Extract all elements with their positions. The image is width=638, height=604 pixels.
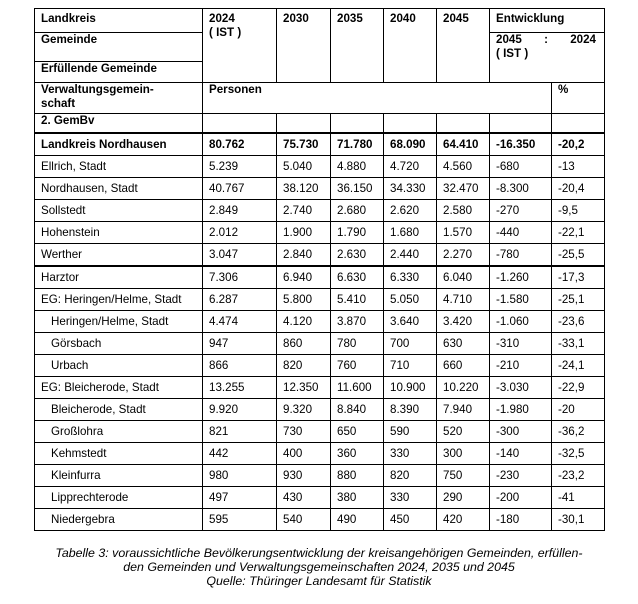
row-value-pct: -30,1 — [552, 509, 605, 531]
row-value-diff: -230 — [490, 465, 552, 487]
row-value-v2024: 4.474 — [203, 311, 277, 333]
row-value-v2040: 700 — [384, 333, 437, 355]
row-value-v2035: 650 — [331, 421, 384, 443]
row-value-v2040: 2.620 — [384, 200, 437, 222]
row-value-diff: -210 — [490, 355, 552, 377]
row-name: Nordhausen, Stadt — [35, 178, 203, 200]
row-value-v2035: 880 — [331, 465, 384, 487]
row-value-pct: -13 — [552, 156, 605, 178]
row-value-v2040: 6.330 — [384, 266, 437, 289]
table-row — [35, 200, 605, 222]
row-value-v2040: 10.900 — [384, 377, 437, 399]
row-value-pct: -23,6 — [552, 311, 605, 333]
row-value-diff: -270 — [490, 200, 552, 222]
row-value-diff: -300 — [490, 421, 552, 443]
header-2045: 2045 — [437, 9, 490, 83]
row-value-v2035: 71.780 — [331, 133, 384, 156]
row-value-v2040: 34.330 — [384, 178, 437, 200]
row-value-v2035: 36.150 — [331, 178, 384, 200]
row-value-pct: -36,2 — [552, 421, 605, 443]
row-name: EG: Heringen/Helme, Stadt — [35, 289, 203, 311]
row-value-diff: -310 — [490, 333, 552, 355]
row-value-diff: -1.060 — [490, 311, 552, 333]
row-value-v2040: 590 — [384, 421, 437, 443]
row-value-pct: -41 — [552, 487, 605, 509]
row-value-v2045: 750 — [437, 465, 490, 487]
row-value-v2035: 2.630 — [331, 244, 384, 267]
row-value-v2045: 520 — [437, 421, 490, 443]
header-personen: Personen — [203, 83, 552, 114]
row-value-v2040: 1.680 — [384, 222, 437, 244]
table-row — [35, 443, 605, 465]
table-row — [35, 421, 605, 443]
caption-line1: Tabelle 3: voraussichtliche Bevölkerungsentwicklung der kreisangehörigen Gemeinden, erfüllen- — [55, 546, 583, 560]
table-row — [35, 487, 605, 509]
row-value-v2035: 760 — [331, 355, 384, 377]
table-row — [35, 222, 605, 244]
row-value-v2045: 630 — [437, 333, 490, 355]
row-value-v2030: 400 — [277, 443, 331, 465]
header-gembv: 2. GemBv — [35, 114, 203, 134]
header-2030: 2030 — [277, 9, 331, 83]
row-value-pct: -24,1 — [552, 355, 605, 377]
row-name: EG: Bleicherode, Stadt — [35, 377, 203, 399]
row-value-v2035: 6.630 — [331, 266, 384, 289]
row-value-diff: -440 — [490, 222, 552, 244]
row-name: Görsbach — [35, 333, 203, 355]
row-value-v2024: 866 — [203, 355, 277, 377]
row-value-v2030: 860 — [277, 333, 331, 355]
row-value-v2040: 4.720 — [384, 156, 437, 178]
row-value-v2024: 13.255 — [203, 377, 277, 399]
row-value-v2040: 3.640 — [384, 311, 437, 333]
row-value-v2045: 660 — [437, 355, 490, 377]
row-value-v2030: 6.940 — [277, 266, 331, 289]
table-row — [35, 333, 605, 355]
row-value-diff: -3.030 — [490, 377, 552, 399]
row-value-diff: -1.260 — [490, 266, 552, 289]
row-value-v2030: 5.800 — [277, 289, 331, 311]
row-value-v2045: 1.570 — [437, 222, 490, 244]
row-value-diff: -200 — [490, 487, 552, 509]
row-value-v2035: 780 — [331, 333, 384, 355]
table-row — [35, 377, 605, 399]
row-value-diff: -780 — [490, 244, 552, 267]
header-entwicklung: Entwicklung — [490, 9, 605, 33]
row-value-v2030: 5.040 — [277, 156, 331, 178]
row-name: Bleicherode, Stadt — [35, 399, 203, 421]
table-row — [35, 355, 605, 377]
header-2024: 2024 ( IST ) — [203, 9, 277, 83]
table-row — [35, 465, 605, 487]
row-value-v2040: 2.440 — [384, 244, 437, 267]
row-value-v2040: 330 — [384, 443, 437, 465]
row-value-v2045: 4.560 — [437, 156, 490, 178]
row-value-v2030: 930 — [277, 465, 331, 487]
row-value-v2024: 3.047 — [203, 244, 277, 267]
header-gemeinde: Gemeinde — [35, 33, 203, 62]
row-value-v2030: 4.120 — [277, 311, 331, 333]
header-percent: % — [552, 83, 605, 114]
row-value-v2040: 5.050 — [384, 289, 437, 311]
row-name: Großlohra — [35, 421, 203, 443]
row-value-pct: -22,9 — [552, 377, 605, 399]
row-value-v2024: 442 — [203, 443, 277, 465]
table-row — [35, 311, 605, 333]
row-value-v2024: 497 — [203, 487, 277, 509]
header-range: 2045 : 2024 ( IST ) — [490, 33, 605, 83]
row-value-pct: -33,1 — [552, 333, 605, 355]
row-value-v2024: 80.762 — [203, 133, 277, 156]
row-value-pct: -17,3 — [552, 266, 605, 289]
row-value-v2045: 32.470 — [437, 178, 490, 200]
row-value-v2024: 7.306 — [203, 266, 277, 289]
table-row — [35, 244, 605, 267]
row-value-v2035: 8.840 — [331, 399, 384, 421]
row-value-pct: -20,2 — [552, 133, 605, 156]
row-value-v2030: 820 — [277, 355, 331, 377]
row-value-v2045: 7.940 — [437, 399, 490, 421]
table-row — [35, 509, 605, 531]
table-row — [35, 289, 605, 311]
row-value-diff: -140 — [490, 443, 552, 465]
row-value-v2030: 2.740 — [277, 200, 331, 222]
row-value-v2024: 40.767 — [203, 178, 277, 200]
row-value-v2024: 6.287 — [203, 289, 277, 311]
row-value-pct: -9,5 — [552, 200, 605, 222]
row-value-v2035: 5.410 — [331, 289, 384, 311]
row-value-v2045: 2.270 — [437, 244, 490, 267]
row-value-diff: -180 — [490, 509, 552, 531]
row-value-v2030: 430 — [277, 487, 331, 509]
row-value-v2035: 3.870 — [331, 311, 384, 333]
row-value-v2045: 2.580 — [437, 200, 490, 222]
row-value-v2045: 64.410 — [437, 133, 490, 156]
header-landkreis: Landkreis — [35, 9, 203, 33]
row-value-v2045: 3.420 — [437, 311, 490, 333]
row-value-pct: -32,5 — [552, 443, 605, 465]
row-value-pct: -23,2 — [552, 465, 605, 487]
row-name: Kehmstedt — [35, 443, 203, 465]
table-row — [35, 133, 605, 156]
row-name: Hohenstein — [35, 222, 203, 244]
row-value-v2030: 75.730 — [277, 133, 331, 156]
row-value-v2030: 1.900 — [277, 222, 331, 244]
row-name: Ellrich, Stadt — [35, 156, 203, 178]
row-value-v2024: 9.920 — [203, 399, 277, 421]
row-value-pct: -25,1 — [552, 289, 605, 311]
row-value-v2040: 450 — [384, 509, 437, 531]
row-value-v2045: 420 — [437, 509, 490, 531]
row-value-pct: -20 — [552, 399, 605, 421]
row-value-v2024: 5.239 — [203, 156, 277, 178]
row-value-v2045: 10.220 — [437, 377, 490, 399]
row-value-pct: -22,1 — [552, 222, 605, 244]
row-value-v2045: 300 — [437, 443, 490, 465]
row-name: Werther — [35, 244, 203, 267]
row-value-v2024: 821 — [203, 421, 277, 443]
row-value-pct: -25,5 — [552, 244, 605, 267]
row-name: Niedergebra — [35, 509, 203, 531]
header-vg: Verwaltungsgemein- schaft — [35, 83, 203, 114]
table-caption — [10, 546, 628, 588]
row-value-v2035: 360 — [331, 443, 384, 465]
header-2035: 2035 — [331, 9, 384, 83]
row-name: Heringen/Helme, Stadt — [35, 311, 203, 333]
row-value-v2040: 820 — [384, 465, 437, 487]
caption-source: Quelle: Thüringer Landesamt für Statistik — [206, 574, 432, 588]
table-row — [35, 399, 605, 421]
row-value-v2045: 290 — [437, 487, 490, 509]
row-value-v2024: 947 — [203, 333, 277, 355]
header-2040: 2040 — [384, 9, 437, 83]
row-value-v2035: 11.600 — [331, 377, 384, 399]
row-value-v2024: 2.012 — [203, 222, 277, 244]
row-value-v2035: 490 — [331, 509, 384, 531]
row-name: Lipprechterode — [35, 487, 203, 509]
row-value-pct: -20,4 — [552, 178, 605, 200]
row-value-v2030: 9.320 — [277, 399, 331, 421]
caption-line2: den Gemeinden und Verwaltungsgemeinschaften 2024, 2035 und 2045 — [123, 560, 515, 574]
row-value-v2035: 380 — [331, 487, 384, 509]
table-row — [35, 178, 605, 200]
row-value-diff: -1.580 — [490, 289, 552, 311]
row-value-v2045: 4.710 — [437, 289, 490, 311]
row-value-v2024: 980 — [203, 465, 277, 487]
row-value-v2024: 595 — [203, 509, 277, 531]
row-value-diff: -680 — [490, 156, 552, 178]
row-value-v2030: 540 — [277, 509, 331, 531]
header-erfuellende: Erfüllende Gemeinde — [35, 62, 203, 83]
row-value-v2035: 4.880 — [331, 156, 384, 178]
row-name: Urbach — [35, 355, 203, 377]
population-table — [34, 8, 605, 531]
row-value-diff: -8.300 — [490, 178, 552, 200]
row-value-v2035: 2.680 — [331, 200, 384, 222]
row-value-v2040: 8.390 — [384, 399, 437, 421]
row-value-diff: -1.980 — [490, 399, 552, 421]
row-value-v2030: 12.350 — [277, 377, 331, 399]
row-value-diff: -16.350 — [490, 133, 552, 156]
row-value-v2030: 730 — [277, 421, 331, 443]
row-name: Kleinfurra — [35, 465, 203, 487]
row-value-v2035: 1.790 — [331, 222, 384, 244]
row-value-v2045: 6.040 — [437, 266, 490, 289]
row-name: Sollstedt — [35, 200, 203, 222]
row-value-v2030: 2.840 — [277, 244, 331, 267]
row-value-v2040: 68.090 — [384, 133, 437, 156]
table-row — [35, 266, 605, 289]
row-name: Harztor — [35, 266, 203, 289]
table-row — [35, 156, 605, 178]
row-value-v2030: 38.120 — [277, 178, 331, 200]
row-value-v2024: 2.849 — [203, 200, 277, 222]
row-value-v2040: 710 — [384, 355, 437, 377]
row-value-v2040: 330 — [384, 487, 437, 509]
row-name: Landkreis Nordhausen — [35, 133, 203, 156]
